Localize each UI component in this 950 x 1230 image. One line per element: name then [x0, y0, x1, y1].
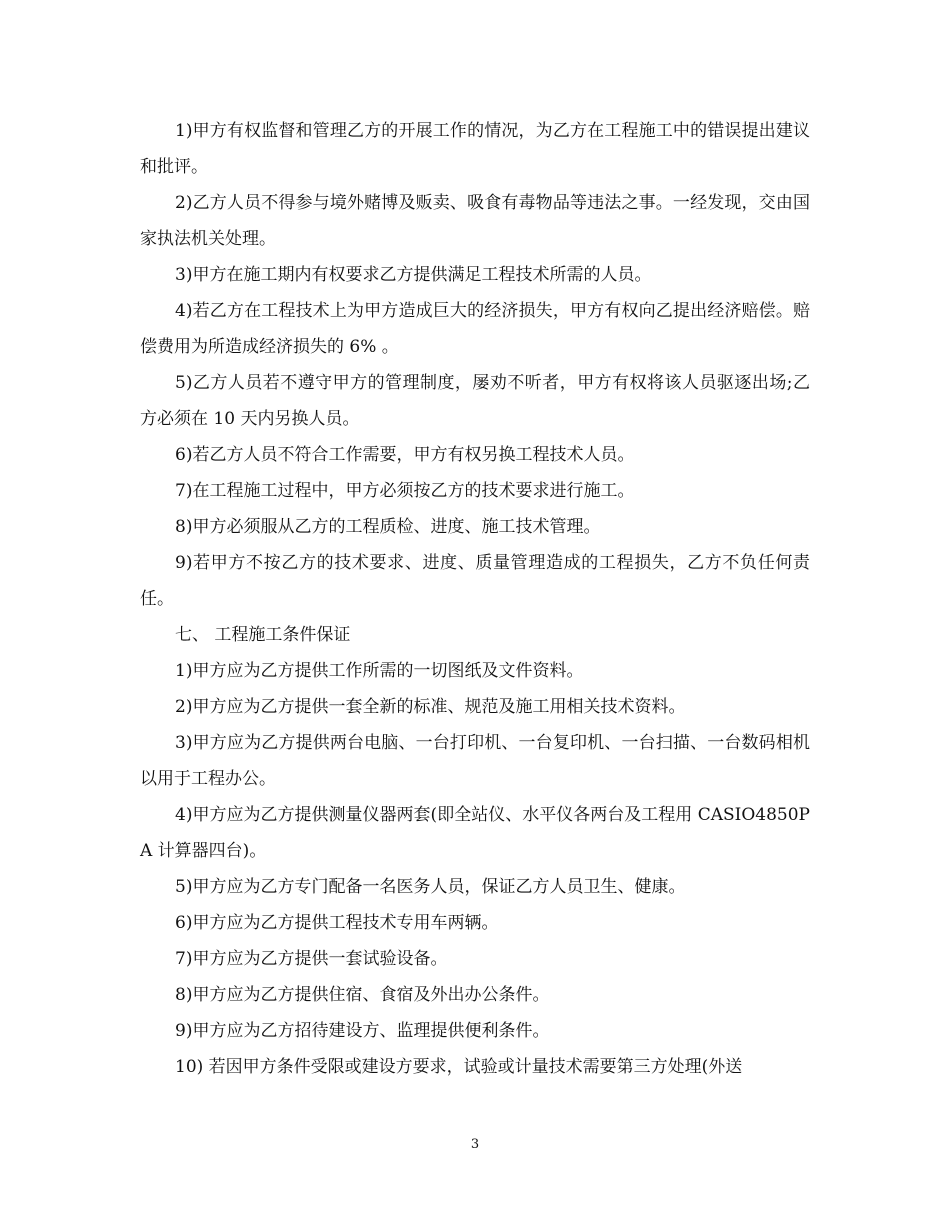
- paragraph-condition-10: 10) 若因甲方条件受限或建设方要求，试验或计量技术需要第三方处理(外送: [175, 1057, 743, 1077]
- paragraph-condition-2: 2)甲方应为乙方提供一套全新的标准、规范及施工用相关技术资料。: [175, 697, 686, 717]
- paragraph-condition-1: 1)甲方应为乙方提供工作所需的一切图纸及文件资料。: [175, 661, 584, 681]
- paragraph-condition-8: 8)甲方应为乙方提供住宿、食宿及外出办公条件。: [175, 985, 550, 1005]
- paragraph-clause-2: 2)乙方人员不得参与境外赌博及贩卖、吸食有毒物品等违法之事。一经发现，交由国家执法机关处理。: [140, 193, 810, 249]
- paragraph-clause-7: 7)在工程施工过程中，甲方必须按乙方的技术要求进行施工。: [175, 481, 635, 501]
- paragraph-clause-8: 8)甲方必须服从乙方的工程质检、进度、施工技术管理。: [175, 517, 601, 537]
- paragraph-condition-6: 6)甲方应为乙方提供工程技术专用车两辆。: [175, 913, 499, 933]
- paragraph-condition-3: 3)甲方应为乙方提供两台电脑、一台打印机、一台复印机、一台扫描、一台数码相机以用于工程办公。: [140, 733, 810, 789]
- paragraph-clause-3: 3)甲方在施工期内有权要求乙方提供满足工程技术所需的人员。: [175, 265, 652, 285]
- page-number: 3: [470, 1137, 480, 1152]
- paragraph-clause-4: 4)若乙方在工程技术上为甲方造成巨大的经济损失，甲方有权向乙提出经济赔偿。赔偿费用为所造成经济损失的 6% 。: [140, 301, 810, 357]
- paragraph-clause-6: 6)若乙方人员不符合工作需要，甲方有权另换工程技术人员。: [175, 445, 635, 465]
- document-body: [140, 113, 810, 1085]
- paragraph-clause-1: 1)甲方有权监督和管理乙方的开展工作的情况，为乙方在工程施工中的错误提出建议和批评。: [140, 121, 810, 177]
- paragraph-condition-9: 9)甲方应为乙方招待建设方、监理提供便利条件。: [175, 1021, 550, 1041]
- paragraph-condition-5: 5)甲方应为乙方专门配备一名医务人员，保证乙方人员卫生、健康。: [175, 877, 686, 897]
- paragraph-clause-5: 5)乙方人员若不遵守甲方的管理制度，屡劝不听者，甲方有权将该人员驱逐出场;乙方必须在 10 天内另换人员。: [140, 373, 810, 429]
- paragraph-clause-9: 9)若甲方不按乙方的技术要求、进度、质量管理造成的工程损失，乙方不负任何责任。: [140, 553, 810, 609]
- paragraph-condition-4: 4)甲方应为乙方提供测量仪器两套(即全站仪、水平仪各两台及工程用 CASIO4850PA 计算器四台)。: [140, 805, 810, 861]
- section-heading-seven: 七、 工程施工条件保证: [175, 625, 351, 645]
- paragraph-condition-7: 7)甲方应为乙方提供一套试验设备。: [175, 949, 448, 969]
